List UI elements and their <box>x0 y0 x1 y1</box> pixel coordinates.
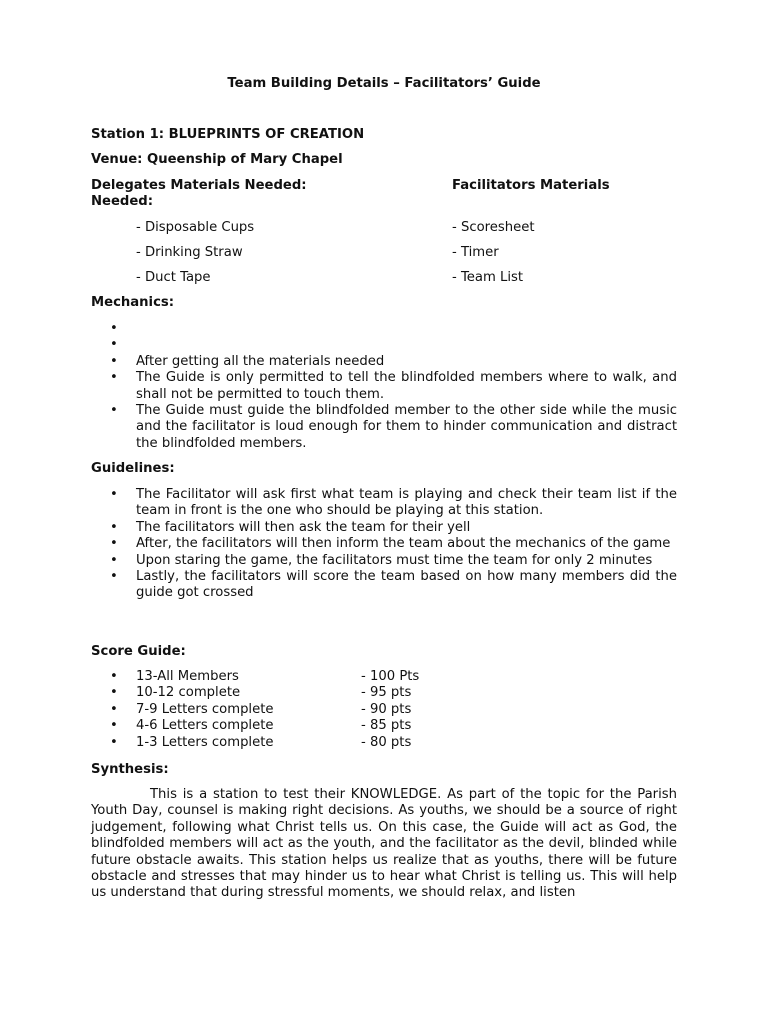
list-item: • <box>110 321 118 336</box>
list-item: • The Guide must guide the blindfolded member to the other side while the music and the facilitator is loud enough for them to hinder communication and distract the blindfolded members. <box>110 403 677 451</box>
list-item: • The Guide is only permitted to tell the blindfolded members where to walk, and shall not be permitted to touch them. <box>110 370 677 402</box>
list-item: • The facilitators will then ask the team for their yell <box>110 519 471 535</box>
document-title: Team Building Details – Facilitators’ Guide <box>227 76 541 91</box>
synthesis-paragraph: This is a station to test their KNOWLEDGE. As part of the topic for the Parish Youth Day, counsel is making right decisions. As youths, we should be a source of right judgement, following what Christ tells us. On this case, the Guide will act as God, the blindfolded members will act as the youth, and the facilitator as the devil, blinded while future obstacle awaits. This station helps us realize that as youths, there will be future obstacle and stresses that may hinder us to hear what Christ is telling us. This will help us understand that during stressful moments, we should relax, and listen <box>91 787 677 901</box>
station-heading: Station 1: BLUEPRINTS OF CREATION <box>91 127 365 142</box>
synthesis-heading: Synthesis: <box>91 762 169 777</box>
facilitator-material-item: - Scoresheet <box>452 220 535 235</box>
score-row: • 1-3 Letters complete - 80 pts <box>110 734 412 750</box>
delegates-materials-heading: Delegates Materials Needed: <box>91 178 307 193</box>
score-row: • 13-All Members - 100 Pts <box>110 669 420 684</box>
list-item: • The Facilitator will ask first what team is playing and check their team list if the team in front is the one who should be playing at this station. <box>110 487 677 519</box>
list-item: • After getting all the materials needed <box>110 353 385 369</box>
delegate-material-item: - Drinking Straw <box>136 245 243 260</box>
venue-heading: Venue: Queenship of Mary Chapel <box>91 152 343 167</box>
mechanics-list <box>91 321 677 452</box>
score-row: • 4-6 Letters complete - 85 pts <box>110 718 412 734</box>
facilitators-materials-heading: Facilitators Materials <box>452 178 610 193</box>
list-item: • After, the facilitators will then inform the team about the mechanics of the game <box>110 536 671 552</box>
list-item: • Lastly, the facilitators will score the team based on how many members did the guide got crossed <box>110 569 677 601</box>
list-item: • Upon staring the game, the facilitators must time the team for only 2 minutes <box>110 552 653 568</box>
facilitator-material-item: - Team List <box>452 270 524 285</box>
score-row: • 7-9 Letters complete - 90 pts <box>110 701 412 717</box>
score-guide-list <box>91 669 677 751</box>
guidelines-list <box>91 487 677 602</box>
delegate-material-item: - Disposable Cups <box>136 220 255 235</box>
list-item: • <box>110 337 118 353</box>
mechanics-heading: Mechanics: <box>91 295 175 310</box>
facilitator-material-item: - Timer <box>452 245 499 260</box>
score-row: • 10-12 complete - 95 pts <box>110 685 412 701</box>
needed-wrap-text: Needed: <box>91 194 154 209</box>
score-guide-heading: Score Guide: <box>91 644 186 659</box>
delegate-material-item: - Duct Tape <box>136 270 211 285</box>
guidelines-heading: Guidelines: <box>91 461 175 476</box>
